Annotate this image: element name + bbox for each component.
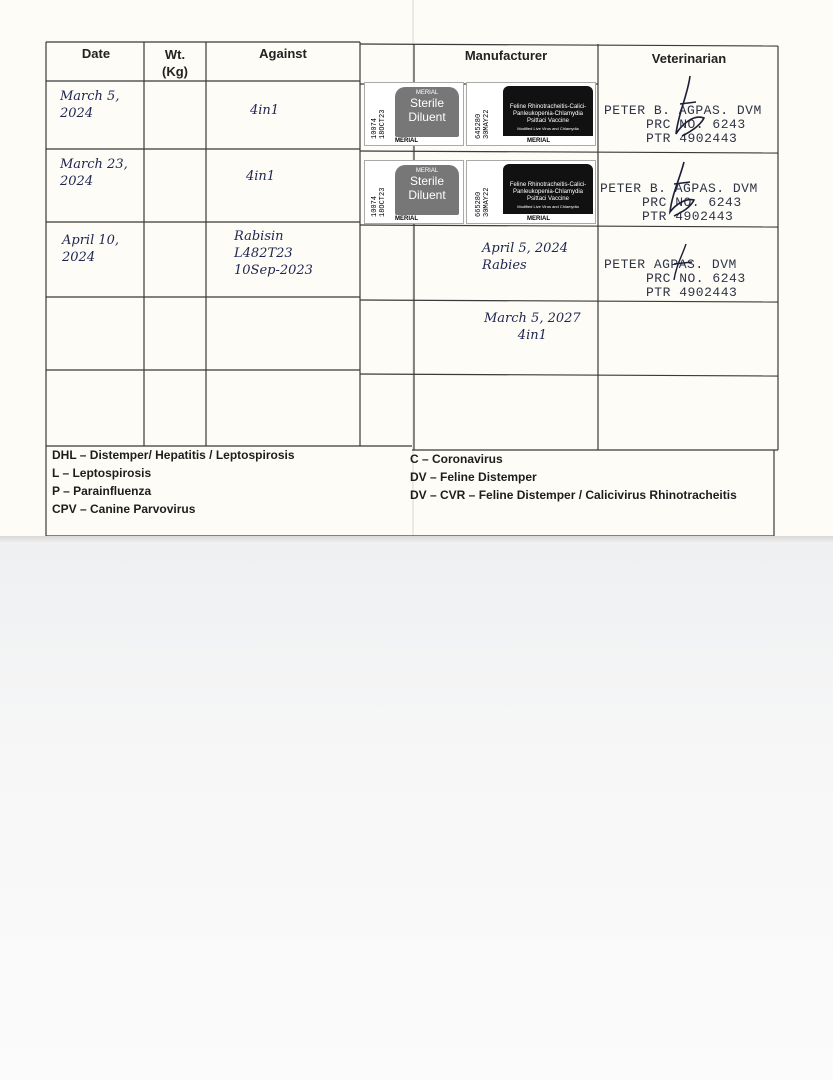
vaccine-sub: Modified Live Virus and Chlamydia [517, 204, 579, 209]
diluent-name: Sterile Diluent [408, 96, 446, 124]
vet-name: PETER [604, 103, 646, 118]
row3-date: April 10, 2024 [62, 233, 120, 265]
row1-date: March 5, 2024 [60, 89, 120, 121]
legend-c: C – Coronavirus [410, 452, 503, 466]
vet-ptr: PTR 4902443 [646, 285, 738, 300]
header-manufacturer: Manufacturer [464, 48, 548, 63]
header-date: Date [81, 46, 111, 61]
vaccine-lot: 645280 30MAY22 [475, 109, 491, 139]
vaccine-label [466, 82, 596, 146]
vet-prc: PRC NO. 6243 [646, 117, 746, 132]
diluent-maker: MERIAL [395, 138, 418, 144]
diluent-lot: 10074 18OCT23 [371, 187, 387, 217]
vaccine-name: Feline Rhinotracheitis-Calici-Panleukopenia-Chlamydia Psittaci Vaccine [509, 182, 587, 202]
vaccine-maker: MERIAL [527, 216, 550, 222]
vet-surname: AGPAS. DVM [678, 103, 762, 118]
vet-signature-2 [649, 160, 712, 230]
vaccine-label [466, 160, 596, 224]
header-against: Against [259, 46, 307, 61]
vet-name: PETER [600, 181, 642, 196]
vet-initial: B. [649, 181, 667, 196]
legend-l: L – Leptospirosis [52, 466, 152, 480]
diluent-lot: 10074 18OCT23 [371, 109, 387, 139]
legend-dv-cvr: DV – CVR – Feline Distemper / Calicivirus Rhinotracheitis [410, 488, 737, 502]
row2-date: March 23, 2024 [60, 157, 128, 189]
vet-signature-3 [660, 240, 710, 290]
vaccine-lot: 665280 30MAY22 [475, 187, 491, 217]
vet-ptr: PTR 4902443 [642, 209, 734, 224]
row1-against: 4in1 [250, 103, 280, 118]
vaccine-name: Feline Rhinotracheitis-Calici-Panleukopenia-Chlamydia Psittaci Vaccine [509, 104, 587, 124]
vaccine-sub: Modified Live Virus and Chlamydia [517, 126, 579, 131]
scan-edge-shadow [0, 536, 833, 544]
scanner-background [0, 544, 833, 1080]
header-veterinarian: Veterinarian [651, 51, 727, 66]
vet-surname: AGPAS. DVM [674, 181, 758, 196]
vet-surname: AGPAS. DVM [653, 257, 737, 272]
row3-against: Rabisin L482T23 10Sep-2023 [234, 229, 313, 278]
vet-prc: PRC NO. 6243 [642, 195, 742, 210]
diluent-maker: MERIAL [395, 216, 418, 222]
vet-initial: B. [653, 103, 671, 118]
legend-cat [410, 450, 737, 504]
vet-ptr: PTR 4902443 [646, 131, 738, 146]
legend-dog [52, 446, 295, 518]
row3-next-due: April 5, 2024 Rabies [482, 241, 568, 273]
row4-next-due: March 5, 2027 4in1 [484, 311, 581, 343]
legend-p: P – Parainfluenza [52, 484, 152, 498]
diluent-brand: MERIAL [415, 168, 439, 174]
diluent-label [364, 82, 464, 146]
vaccine-maker: MERIAL [527, 138, 550, 144]
diluent-name: Sterile Diluent [408, 174, 446, 202]
row2-against: 4in1 [246, 169, 276, 184]
vet-signature-1 [660, 74, 720, 154]
legend-dv: DV – Feline Distemper [410, 470, 537, 484]
diluent-brand: MERIAL [415, 90, 439, 96]
vet-prc: PRC NO. 6243 [646, 271, 746, 286]
header-weight: Wt. (Kg) [162, 47, 188, 79]
legend-dhl: DHL – Distemper/ Hepatitis / Leptospirosis [52, 448, 295, 462]
legend-cpv: CPV – Canine Parvovirus [52, 502, 196, 516]
vet-name: PETER [604, 257, 646, 272]
diluent-label [364, 160, 464, 224]
